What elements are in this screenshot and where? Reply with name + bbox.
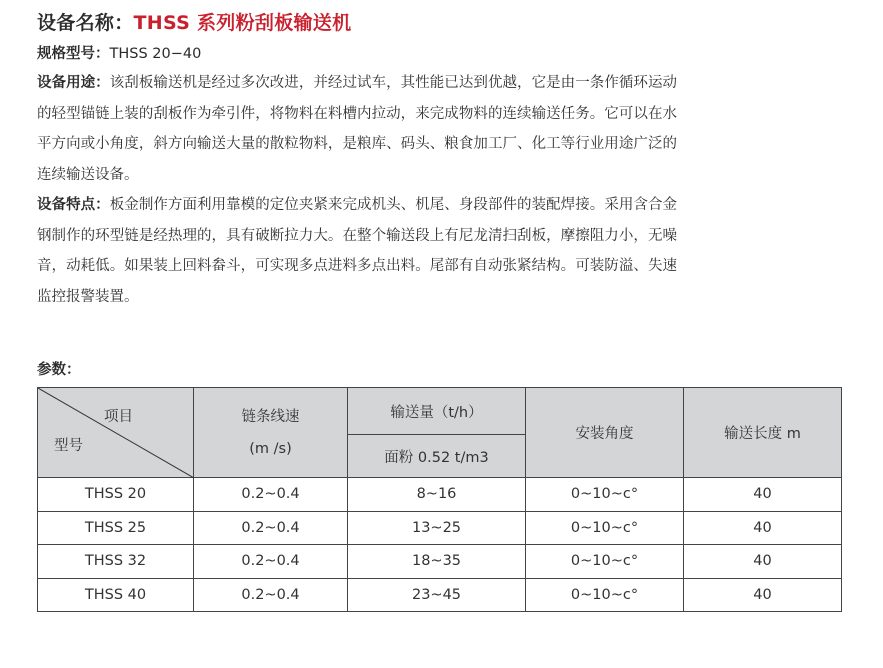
params-label: 参数： bbox=[37, 362, 81, 378]
header-capacity-sub: 面粉 0.52 t/m3 bbox=[348, 435, 526, 478]
cell-angle: 0~10~c° bbox=[526, 478, 684, 512]
header-chain-speed-line2: (m /s) bbox=[249, 440, 292, 457]
cell-length: 40 bbox=[684, 545, 842, 579]
header-angle: 安装角度 bbox=[526, 388, 684, 478]
cell-length: 40 bbox=[684, 578, 842, 612]
features-text: 板金制作方面利用靠模的定位夹紧来完成机头、机尾、身段部件的装配焊接。采用含合金钢制作的环型链是经热理的，具有破断拉力大。在整个输送段上有尼龙清扫刮板，摩擦阻力小，无噪音，动耗低。如果装上回料畚斗，可实现多点进料多点出料。尾部有自动张紧结构。可装防溢、失速监控报警装置。 bbox=[37, 197, 677, 305]
cell-capacity: 23~45 bbox=[348, 578, 526, 612]
features-label: 设备特点： bbox=[37, 197, 110, 213]
cell-angle: 0~10~c° bbox=[526, 545, 684, 579]
header-chain-speed bbox=[194, 388, 348, 478]
usage-text: 该刮板输送机是经过多次改进，并经过试车，其性能已达到优越，它是由一条作循环运动的轻型锚链上装的刮板作为牵引件，将物料在料槽内拉动，来完成物料的连续输送任务。它可以在水平方向或小角度，斜方向输送大量的散粒物料，是粮库、码头、粮食加工厂、化工等行业用途广泛的连续输送设备。 bbox=[37, 75, 677, 183]
params-table bbox=[37, 387, 842, 612]
cell-model: THSS 32 bbox=[38, 545, 194, 579]
table-row bbox=[38, 478, 842, 512]
cell-capacity: 13~25 bbox=[348, 511, 526, 545]
usage-label: 设备用途： bbox=[37, 75, 110, 91]
cell-angle: 0~10~c° bbox=[526, 578, 684, 612]
cell-length: 40 bbox=[684, 478, 842, 512]
cell-speed: 0.2~0.4 bbox=[194, 578, 348, 612]
header-length: 输送长度 m bbox=[684, 388, 842, 478]
device-name-value: THSS 系列粉刮板输送机 bbox=[133, 12, 352, 34]
device-name-heading bbox=[37, 8, 351, 35]
usage-paragraph bbox=[37, 68, 677, 190]
table-row bbox=[38, 578, 842, 612]
diagonal-line-icon bbox=[38, 388, 194, 478]
header-model-label: 型号 bbox=[54, 438, 83, 454]
cell-model: THSS 40 bbox=[38, 578, 194, 612]
header-item-label: 项目 bbox=[104, 409, 133, 425]
features-paragraph bbox=[37, 190, 677, 312]
spec-model-value: THSS 20−40 bbox=[109, 46, 202, 62]
table-row bbox=[38, 511, 842, 545]
header-capacity: 输送量（t/h） bbox=[348, 388, 526, 435]
cell-length: 40 bbox=[684, 511, 842, 545]
cell-capacity: 8~16 bbox=[348, 478, 526, 512]
cell-capacity: 18~35 bbox=[348, 545, 526, 579]
spec-model-label: 规格型号： bbox=[37, 46, 110, 62]
spec-model-line bbox=[37, 42, 201, 63]
cell-model: THSS 25 bbox=[38, 511, 194, 545]
table-row bbox=[38, 545, 842, 579]
device-name-label: 设备名称： bbox=[37, 12, 134, 34]
cell-speed: 0.2~0.4 bbox=[194, 478, 348, 512]
cell-speed: 0.2~0.4 bbox=[194, 511, 348, 545]
cell-speed: 0.2~0.4 bbox=[194, 545, 348, 579]
header-diagonal-cell bbox=[38, 388, 194, 478]
cell-model: THSS 20 bbox=[38, 478, 194, 512]
header-chain-speed-line1: 链条线速 bbox=[241, 408, 300, 425]
cell-angle: 0~10~c° bbox=[526, 511, 684, 545]
